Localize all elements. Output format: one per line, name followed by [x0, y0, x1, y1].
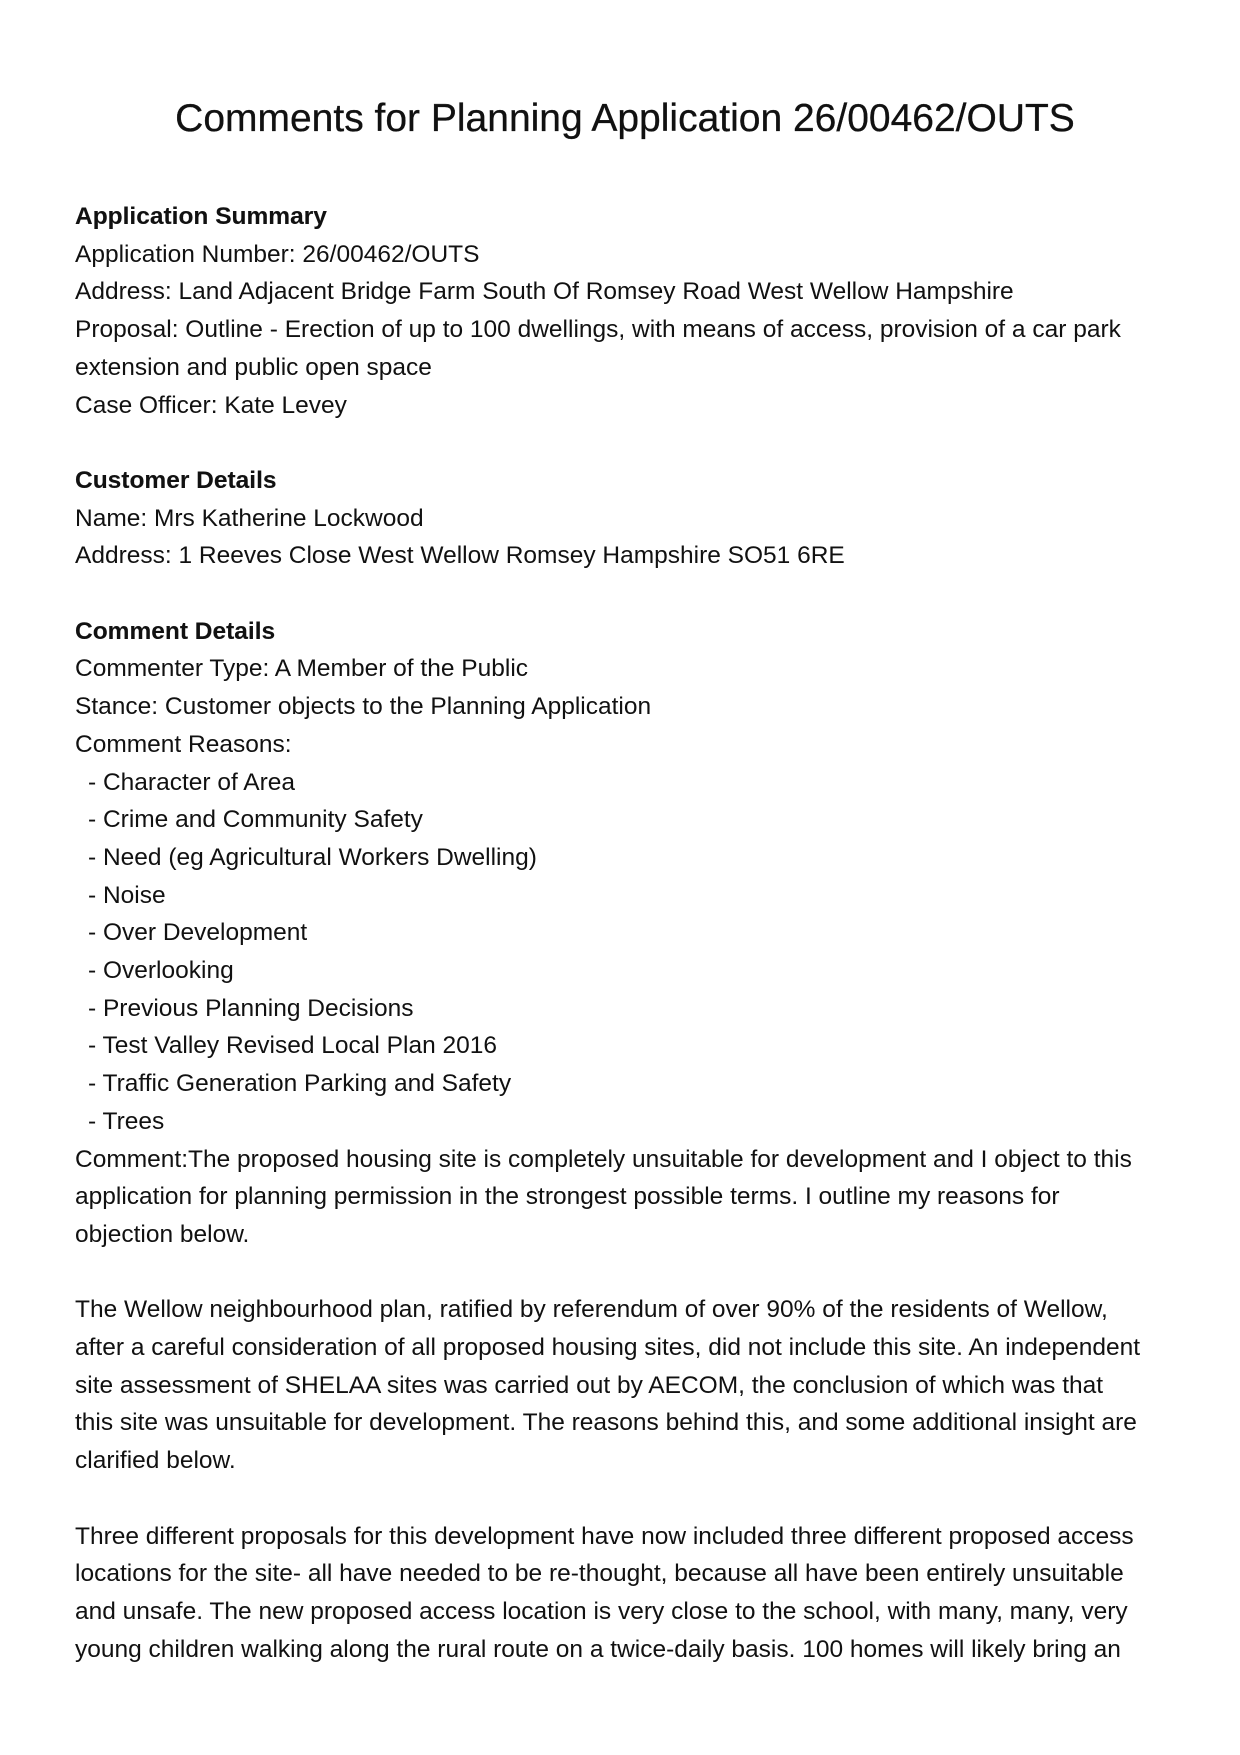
customer-details-heading: Customer Details	[75, 466, 277, 494]
comment-details-section	[75, 613, 1175, 1669]
application-proposal-line-2: extension and public open space	[75, 353, 432, 381]
comment-reason-item: - Character of Area	[88, 768, 295, 796]
comment-reasons-list	[75, 764, 1175, 1141]
comment-reason-item: - Trees	[88, 1107, 165, 1135]
application-address: Address: Land Adjacent Bridge Farm South Of Romsey Road West Wellow Hampshire	[75, 278, 1014, 306]
document-body	[75, 198, 1175, 1668]
comment-stance: Stance: Customer objects to the Planning Application	[75, 693, 652, 721]
comment-reason-item: - Crime and Community Safety	[88, 806, 423, 834]
comment-reasons-label: Comment Reasons:	[75, 730, 292, 758]
comment-reason-item: - Test Valley Revised Local Plan 2016	[88, 1032, 498, 1060]
comment-text-line: after a careful consideration of all proposed housing sites, did not include this site. An independent	[75, 1334, 1141, 1362]
comment-text-line: and unsafe. The new proposed access location is very close to the school, with many, many, very	[75, 1597, 1128, 1625]
comment-text-paragraph-3	[75, 1518, 1175, 1669]
comment-reason-item: - Traffic Generation Parking and Safety	[88, 1070, 512, 1098]
commenter-type: Commenter Type: A Member of the Public	[75, 655, 529, 683]
comment-reason-item: - Overlooking	[88, 957, 234, 985]
paragraph-spacer	[75, 1480, 1175, 1518]
application-number: Application Number: 26/00462/OUTS	[75, 240, 480, 268]
comment-text-line: young children walking along the rural route on a twice-daily basis. 100 homes will likely bring an	[75, 1635, 1121, 1663]
case-officer: Case Officer: Kate Levey	[75, 391, 347, 419]
comment-reason-item: - Over Development	[88, 919, 308, 947]
application-proposal-line-1: Proposal: Outline - Erection of up to 100 dwellings, with means of access, provision of a car park	[75, 316, 1121, 344]
comment-text-line: site assessment of SHELAA sites was carried out by AECOM, the conclusion of which was that	[75, 1371, 1104, 1399]
document-title: Comments for Planning Application 26/00462/OUTS	[175, 97, 1075, 140]
comment-text-line: clarified below.	[75, 1447, 236, 1475]
comment-text-line: application for planning permission in the strongest possible terms. I outline my reasons for	[75, 1183, 1060, 1211]
comment-text-paragraph-2	[75, 1291, 1175, 1480]
comment-text-line: locations for the site- all have needed to be re-thought, because all have been entirely unsuitable	[75, 1560, 1124, 1588]
customer-address: Address: 1 Reeves Close West Wellow Romsey Hampshire SO51 6RE	[75, 542, 845, 570]
customer-details-section	[75, 462, 1175, 575]
comment-reason-item: - Noise	[88, 881, 166, 909]
comment-reason-item: - Need (eg Agricultural Workers Dwelling)	[88, 843, 537, 871]
comment-text-paragraph-1	[75, 1141, 1175, 1254]
comment-text-line: Comment:The proposed housing site is completely unsuitable for development and I object to this	[75, 1145, 1132, 1173]
application-summary-section	[75, 198, 1175, 424]
comment-text-line: The Wellow neighbourhood plan, ratified by referendum of over 90% of the residents of Wellow,	[75, 1296, 1108, 1324]
comment-text-line: Three different proposals for this development have now included three different proposed access	[75, 1522, 1134, 1550]
application-summary-heading: Application Summary	[75, 203, 327, 230]
comment-details-heading: Comment Details	[75, 617, 276, 645]
section-spacer	[75, 575, 1175, 613]
section-spacer	[75, 424, 1175, 462]
comment-reason-item: - Previous Planning Decisions	[88, 994, 414, 1022]
paragraph-spacer	[75, 1254, 1175, 1292]
customer-name: Name: Mrs Katherine Lockwood	[75, 504, 424, 532]
comment-text-line: objection below.	[75, 1220, 250, 1248]
comment-text-line: this site was unsuitable for development. The reasons behind this, and some additional insight are	[75, 1409, 1137, 1437]
